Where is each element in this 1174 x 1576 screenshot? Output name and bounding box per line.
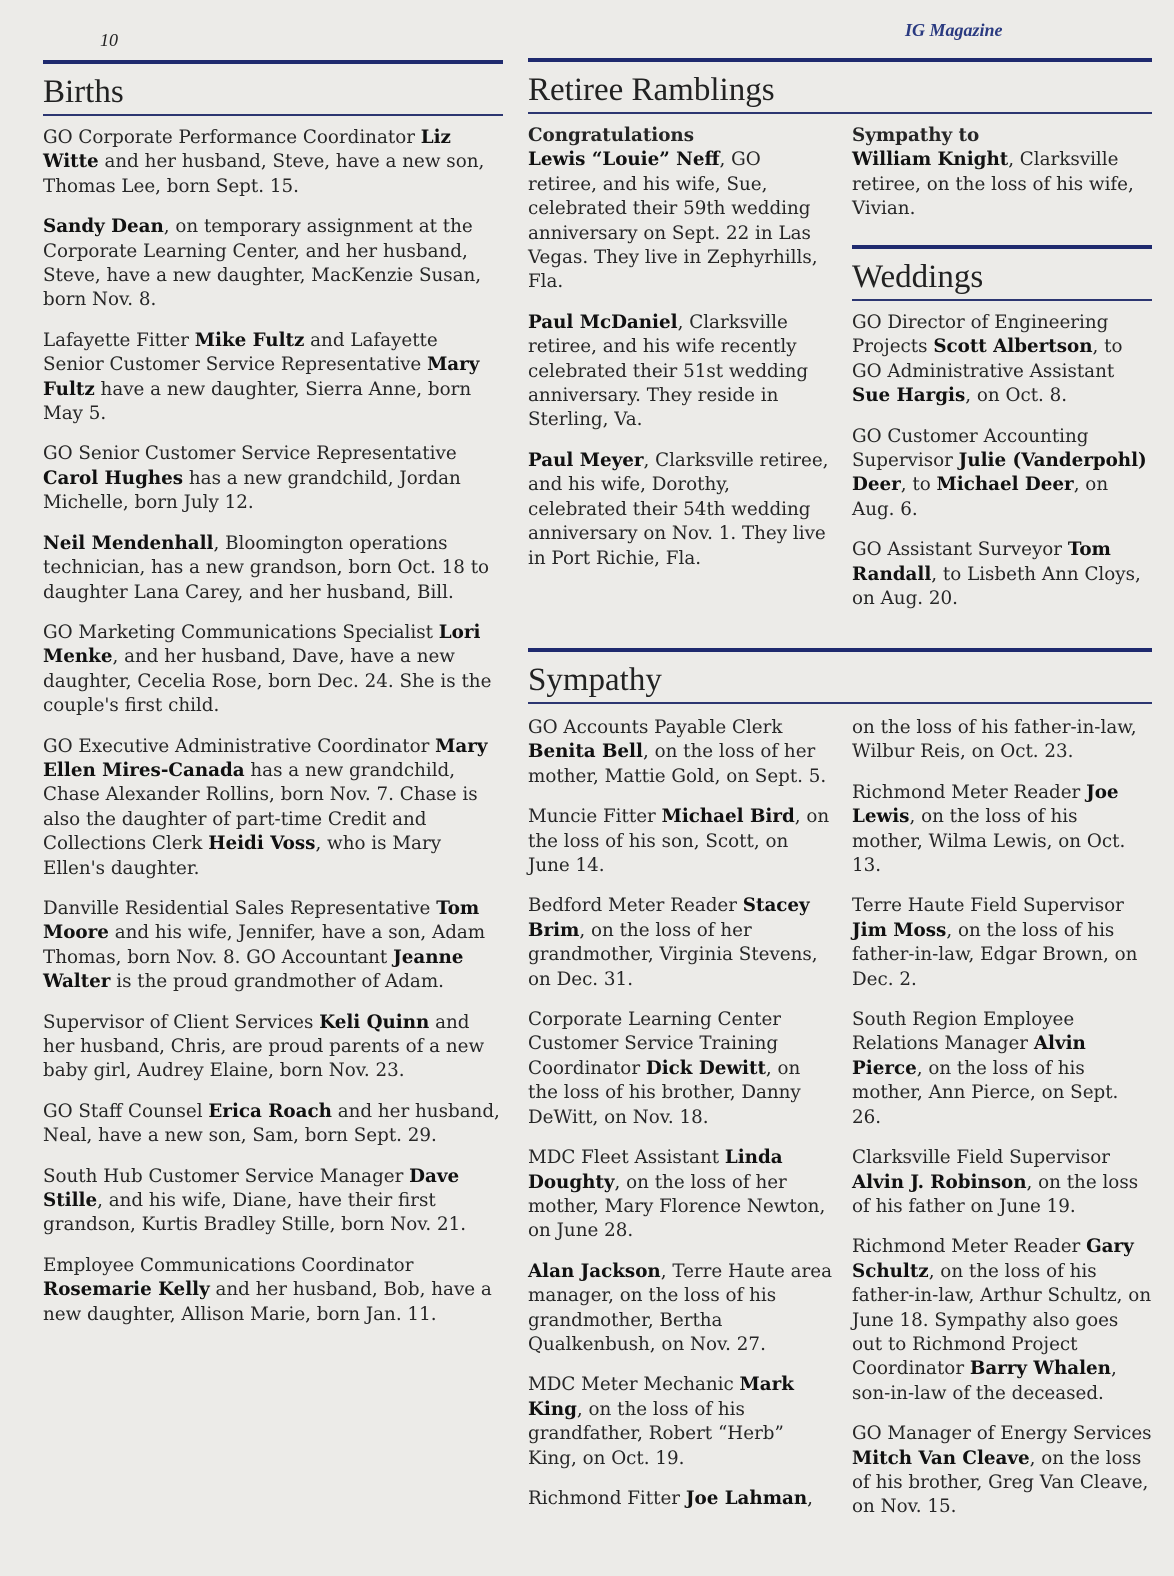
entry-text: , to GO Administrative Assistant (852, 336, 1123, 382)
news-entry (43, 1011, 503, 1084)
weddings-section (852, 245, 1152, 627)
news-entry (852, 716, 1152, 765)
news-entry (43, 1254, 503, 1327)
entry-text: and her husband, Steve, have a new son, Thomas Lee, born Sept. 15. (43, 151, 485, 197)
person-name: Mike Fultz (194, 329, 305, 351)
section-top-bar (43, 60, 503, 64)
news-entry (43, 1100, 503, 1149)
entry-text: , Clarksville retiree, and his wife recently celebrated their 51st wedding anniversary. They reside in Sterling, Va. (528, 311, 809, 431)
entry-text: , Bloomington operations technician, has a new grandson, born Oct. 18 to daughter Lana Carey, and her husband, Bill. (43, 532, 490, 603)
entry-text: , to (900, 474, 937, 496)
entry-text: , on the loss of his mother, Ann Pierce, on Sept. 26. (852, 1057, 1119, 1128)
entry-text: is the proud grandmother of Adam. (110, 971, 444, 993)
news-entry (528, 1146, 834, 1244)
section-rule (528, 702, 1152, 704)
entry-text: Supervisor of Client Services (43, 1011, 320, 1033)
entry-text: , on the loss of his father-in-law, Arthur Schultz, on June 18. Sympathy also goes out to Richmond Project Coordinator (852, 1260, 1152, 1380)
person-name: Dave Stille (43, 1165, 460, 1212)
retiree-list (528, 148, 832, 571)
entry-text: Lafayette Fitter (43, 329, 195, 351)
entry-text: and Lafayette Senior Customer Service Representative (43, 329, 438, 376)
entry-text: has a new grandchild, Jordan Michelle, born July 12. (43, 467, 461, 514)
person-name: Gary Schultz (852, 1236, 1134, 1282)
births-section (43, 60, 503, 1343)
person-name: Mark King (528, 1374, 794, 1420)
person-name: Benita Bell (528, 741, 643, 763)
entry-text: and her husband, Neal, have a new son, Sam, born Sept. 29. (43, 1100, 500, 1147)
entry-text: and her husband, Bob, have a new daughter, Allison Marie, born Jan. 11. (43, 1279, 492, 1325)
retiree-sympathy-list (852, 148, 1152, 221)
news-entry (43, 621, 503, 719)
retiree-right-column (852, 124, 1152, 238)
person-name: Tom Randall (852, 539, 1111, 585)
news-entry (43, 532, 503, 605)
news-entry (528, 148, 832, 294)
news-entry (852, 781, 1152, 879)
entry-text: GO Corporate Performance Coordinator (43, 127, 421, 148)
person-name: Rosemarie Kelly (43, 1279, 210, 1301)
person-name: Neil Mendenhall (43, 532, 214, 554)
person-name: Mary Fultz (43, 354, 480, 400)
sympathy-right-column (852, 716, 1152, 1536)
entry-text: GO Staff Counsel (43, 1100, 209, 1122)
news-entry (528, 1008, 834, 1130)
person-name: Keli Quinn (319, 1011, 430, 1033)
person-name: Carol Hughes (43, 467, 184, 489)
page-number: 10 (100, 30, 118, 50)
entry-text: , who is Mary Ellen's daughter. (43, 833, 442, 879)
news-entry (43, 126, 503, 199)
entry-text: and his wife, Jennifer, have a son, Adam Thomas, born Nov. 8. GO Accountant (43, 922, 486, 968)
news-entry (852, 1146, 1152, 1219)
entry-text: Muncie Fitter (528, 806, 662, 828)
news-entry (528, 894, 834, 992)
news-entry (43, 442, 503, 515)
entry-text: Bedford Meter Reader (528, 895, 743, 917)
weddings-title: Weddings (852, 259, 984, 295)
entry-text: and her husband, Chris, are proud parents of a new baby girl, Audrey Elaine, born Nov. 23. (43, 1011, 485, 1082)
entry-text: , Clarksville retiree, and his wife, Dorothy, celebrated their 54th wedding anniversary on Nov. 1. They live in Port Richie, Fla. (528, 449, 829, 569)
news-entry (528, 1487, 834, 1511)
entry-text: GO Assistant Surveyor (852, 539, 1068, 561)
entry-text: , on the loss of his grandfather, Robert “Herb” King, on Oct. 19. (528, 1398, 784, 1469)
entry-text: GO Executive Administrative Coordinator (43, 735, 436, 757)
person-name: Sue Hargis (852, 385, 966, 407)
person-name: Tom Moore (43, 897, 480, 944)
entry-text: , on the loss of his brother, Greg Van Cleave, on Nov. 15. (852, 1447, 1149, 1518)
section-top-bar (852, 245, 1152, 249)
entry-text: , and his wife, Diane, have their first grandson, Kurtis Bradley Stille, born Nov. 21. (43, 1190, 467, 1236)
entry-text: has a new grandchild, Chase Alexander Rollins, born Nov. 7. Chase is also the daughter of part-time Credit and Collections Clerk (43, 759, 478, 855)
entry-text: , son-in-law of the deceased. (852, 1358, 1117, 1404)
entry-text: Richmond Fitter (528, 1487, 686, 1509)
section-rule (528, 112, 1152, 114)
entry-text: Corporate Learning Center Customer Service Training Coordinator (528, 1009, 782, 1079)
retiree-title: Retiree Ramblings (528, 72, 775, 108)
news-entry (852, 1422, 1152, 1520)
news-entry (852, 1235, 1152, 1406)
entry-text: , Terre Haute area manager, on the loss of his grandmother, Bertha Qualkenbush, on Nov. 27. (528, 1260, 832, 1355)
person-name: Joe Lewis (852, 781, 1119, 828)
news-entry (852, 538, 1152, 611)
entry-text: , to Lisbeth Ann Cloys, on Aug. 20. (852, 563, 1141, 610)
entry-text: Richmond Meter Reader (852, 1236, 1087, 1258)
news-entry (43, 1165, 503, 1238)
news-entry (852, 425, 1152, 523)
entry-text: MDC Meter Mechanic (528, 1374, 740, 1396)
person-name: Jim Moss (852, 919, 947, 941)
news-entry (43, 215, 503, 313)
sympathy-section (528, 648, 1152, 704)
entry-text: on the loss of his father-in-law, Wilbur Reis, on Oct. 23. (852, 717, 1137, 763)
person-name: Alvin Pierce (852, 1033, 1086, 1079)
congratulations-label: Congratulations (528, 125, 694, 146)
person-name: Joe Lahman (685, 1487, 808, 1509)
entry-text: , and her husband, Dave, have a new daughter, Cecelia Rose, born Dec. 24. She is the couple's first child. (43, 646, 492, 717)
person-name: Mary Ellen Mires-Canada (43, 735, 488, 781)
entry-text: GO Customer Accounting Supervisor (852, 425, 1089, 472)
entry-text: MDC Fleet Assistant (528, 1147, 725, 1169)
entry-text: GO Senior Customer Service Representative (43, 443, 457, 465)
entry-text: , on the loss of his father-in-law, Edgar Brown, on Dec. 2. (852, 919, 1138, 990)
person-name: Liz Witte (43, 127, 451, 173)
entry-text: South Region Employee Relations Manager (852, 1009, 1075, 1055)
person-name: Jeanne Walter (43, 946, 464, 993)
entry-text: GO Marketing Communications Specialist (43, 621, 439, 643)
person-name: Paul Meyer (528, 449, 644, 471)
entry-text: , on the loss of his mother, Wilma Lewis, on Oct. 13. (852, 806, 1126, 877)
news-entry (528, 1260, 834, 1358)
person-name: Lewis “Louie” Neff (528, 149, 720, 171)
entry-text: GO Accounts Payable Clerk (528, 717, 783, 738)
person-name: Scott Albertson (933, 336, 1093, 358)
news-entry (528, 311, 832, 433)
news-entry (43, 329, 503, 427)
news-entry (852, 894, 1152, 992)
section-top-bar (528, 648, 1152, 652)
entry-text: GO Director of Engineering Projects (852, 312, 1109, 358)
person-name: Paul McDaniel (528, 311, 678, 333)
person-name: Michael Bird (661, 806, 795, 828)
person-name: Erica Roach (208, 1100, 332, 1122)
news-entry (852, 311, 1152, 409)
entry-text: , on the loss of her mother, Mary Florence Newton, on June 28. (528, 1171, 826, 1242)
weddings-list (852, 311, 1152, 611)
entry-text: , on the loss of his brother, Danny DeWitt, on Nov. 18. (528, 1057, 801, 1128)
entry-text: , on the loss of her mother, Mattie Gold, on Sept. 5. (528, 741, 827, 787)
entry-text: South Hub Customer Service Manager (43, 1165, 410, 1187)
person-name: Julie (Vanderpohl) Deer (852, 450, 1147, 496)
person-name: Barry Whalen (969, 1358, 1111, 1380)
entry-text: Clarksville Field Supervisor (852, 1147, 1110, 1169)
section-rule (43, 114, 503, 116)
retiree-section (528, 58, 1152, 114)
person-name: Heidi Voss (208, 833, 316, 855)
entry-text: , on temporary assignment at the Corporate Learning Center, and her husband, Steve, have a new daughter, MacKenzie Susan, born Nov. 8. (43, 216, 482, 311)
entry-text: , GO retiree, and his wife, Sue, celebrated their 59th wedding anniversary on Sept. 22 in Las Vegas. They live in Zephyrhills, Fla. (528, 149, 818, 293)
entry-text: , on Oct. 8. (965, 385, 1068, 407)
entry-text: , on the loss of her grandmother, Virginia Stevens, on Dec. 31. (528, 919, 818, 990)
section-rule (852, 299, 1152, 301)
retiree-left-column (528, 124, 832, 587)
entry-text: have a new daughter, Sierra Anne, born May 5. (43, 378, 472, 425)
news-entry (852, 1008, 1152, 1130)
entry-text: , Clarksville retiree, on the loss of his wife, Vivian. (852, 149, 1134, 220)
sympathy-title: Sympathy (528, 662, 662, 698)
births-list (43, 126, 503, 1327)
entry-text: Employee Communications Coordinator (43, 1254, 414, 1276)
news-entry (528, 1373, 834, 1471)
news-entry (528, 449, 832, 571)
person-name: Linda Doughty (528, 1147, 783, 1193)
entry-text: Terre Haute Field Supervisor (852, 895, 1124, 917)
entry-text: , (807, 1487, 813, 1509)
sympathy-to-label: Sympathy to (852, 125, 980, 146)
magazine-name: IG Magazine (905, 20, 1003, 40)
news-entry (43, 897, 503, 995)
entry-text: Danville Residential Sales Representative (43, 897, 437, 919)
person-name: Michael Deer (936, 474, 1074, 496)
person-name: Lori Menke (43, 621, 481, 668)
person-name: Alan Jackson (528, 1260, 661, 1282)
person-name: William Knight (852, 149, 1009, 171)
entry-text: GO Manager of Energy Services (852, 1423, 1152, 1445)
sympathy-left-list (528, 716, 834, 1511)
person-name: Sandy Dean (43, 216, 164, 238)
news-entry (852, 148, 1152, 221)
births-title: Births (43, 74, 124, 110)
sympathy-right-list (852, 716, 1152, 1520)
person-name: Stacey Brim (528, 895, 810, 941)
section-top-bar (528, 58, 1152, 62)
news-entry (528, 805, 834, 878)
entry-text: , on the loss of his son, Scott, on June 14. (528, 806, 830, 877)
news-entry (43, 735, 503, 881)
person-name: Mitch Van Cleave (852, 1447, 1030, 1469)
entry-text: , on Aug. 6. (852, 474, 1109, 520)
entry-text: Richmond Meter Reader (852, 781, 1087, 803)
person-name: Dick Dewitt (645, 1057, 766, 1079)
entry-text: , on the loss of his father on June 19. (852, 1171, 1139, 1217)
sympathy-left-column (528, 716, 834, 1527)
news-entry (528, 716, 834, 789)
person-name: Alvin J. Robinson (852, 1171, 1027, 1193)
